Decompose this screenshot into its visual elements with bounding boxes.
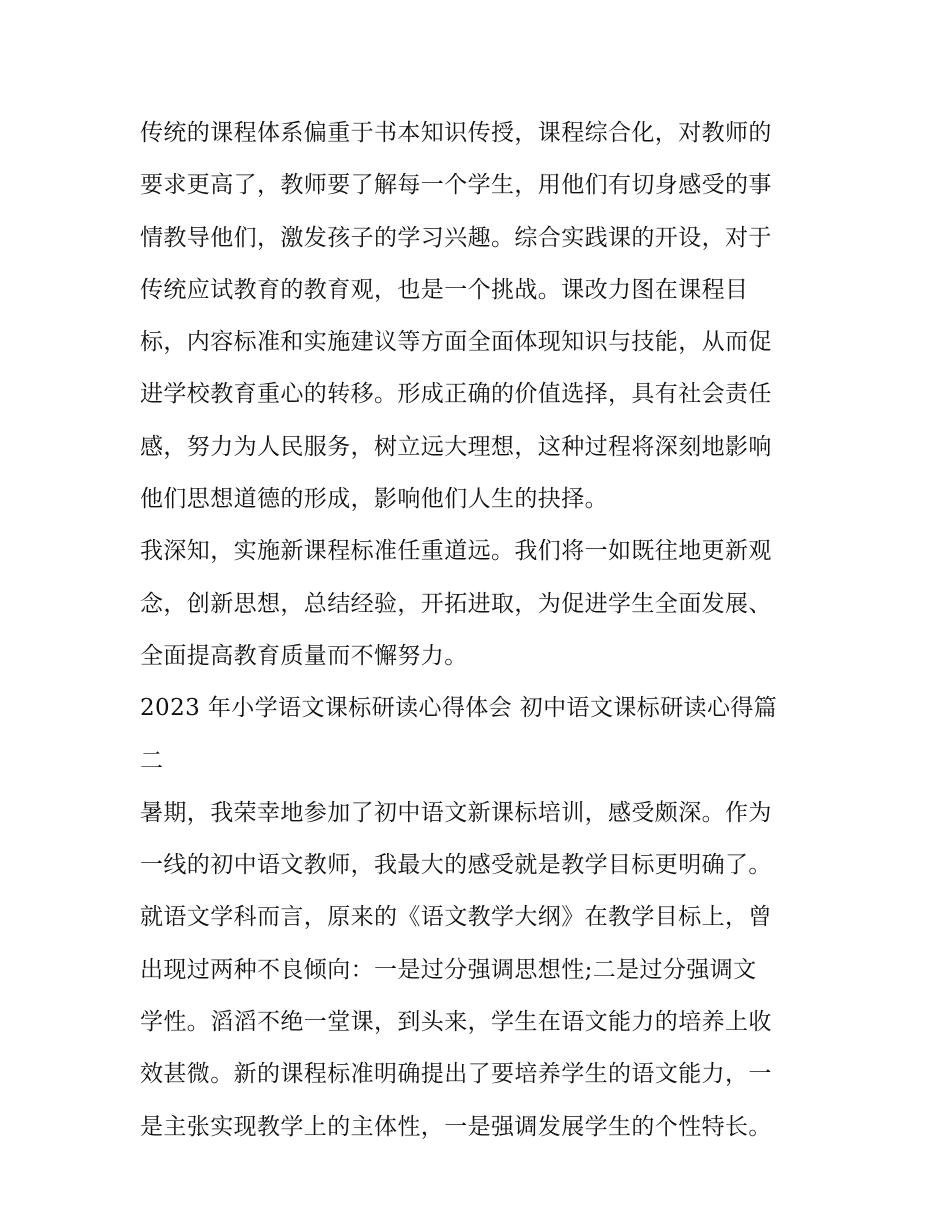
text-line: 一线的初中语文教师，我最大的感受就是教学目标更明确了。	[140, 852, 772, 879]
text-line: 情教导他们，激发孩子的学习兴趣。综合实践课的开设，对于	[140, 224, 772, 251]
text-line: 学性。滔滔不绝一堂课，到头来，学生在语文能力的培养上收	[140, 1009, 772, 1036]
section-heading	[140, 682, 820, 787]
paragraph-curriculum-reform	[140, 107, 820, 525]
text-line: 进学校教育重心的转移。形成正确的价值选择，具有社会责任	[140, 381, 772, 408]
text-line: 要求更高了，教师要了解每一个学生，用他们有切身感受的事	[140, 172, 772, 199]
text-line: 就语文学科而言，原来的《语文教学大纲》在教学目标上，曾	[140, 904, 772, 931]
text-line: 全面提高教育质量而不懈努力。	[140, 642, 468, 669]
document-body	[140, 107, 820, 1153]
text-line: 暑期，我荣幸地参加了初中语文新课标培训，感受颇深。作为	[140, 799, 772, 826]
text-line: 标，内容标准和实施建议等方面全面体现知识与技能，从而促	[140, 329, 772, 356]
paragraph-training-reflection	[140, 787, 820, 1153]
text-line: 效甚微。新的课程标准明确提出了要培养学生的语文能力，一	[140, 1061, 772, 1088]
text-line: 传统的课程体系偏重于书本知识传授，课程综合化，对教师的	[140, 120, 772, 146]
text-line: 出现过两种不良倾向：一是过分强调思想性;二是过分强调文	[140, 956, 757, 983]
text-line: 是主张实现教学上的主体性，一是强调发展学生的个性特长。	[140, 1113, 772, 1140]
text-line: 我深知，实施新课程标准任重道远。我们将一如既往地更新观	[140, 538, 772, 565]
heading-line: 2023 年小学语文课标研读心得体会 初中语文课标研读心得篇	[140, 695, 778, 722]
paragraph-conclusion	[140, 525, 820, 682]
text-line: 念，创新思想，总结经验，开拓进取，为促进学生全面发展、	[140, 590, 772, 617]
text-line: 传统应试教育的教育观，也是一个挑战。课改力图在课程目	[140, 276, 749, 303]
text-line: 感，努力为人民服务，树立远大理想，这种过程将深刻地影响	[140, 433, 772, 460]
text-line: 他们思想道德的形成，影响他们人生的抉择。	[140, 486, 608, 513]
heading-line: 二	[140, 747, 164, 774]
